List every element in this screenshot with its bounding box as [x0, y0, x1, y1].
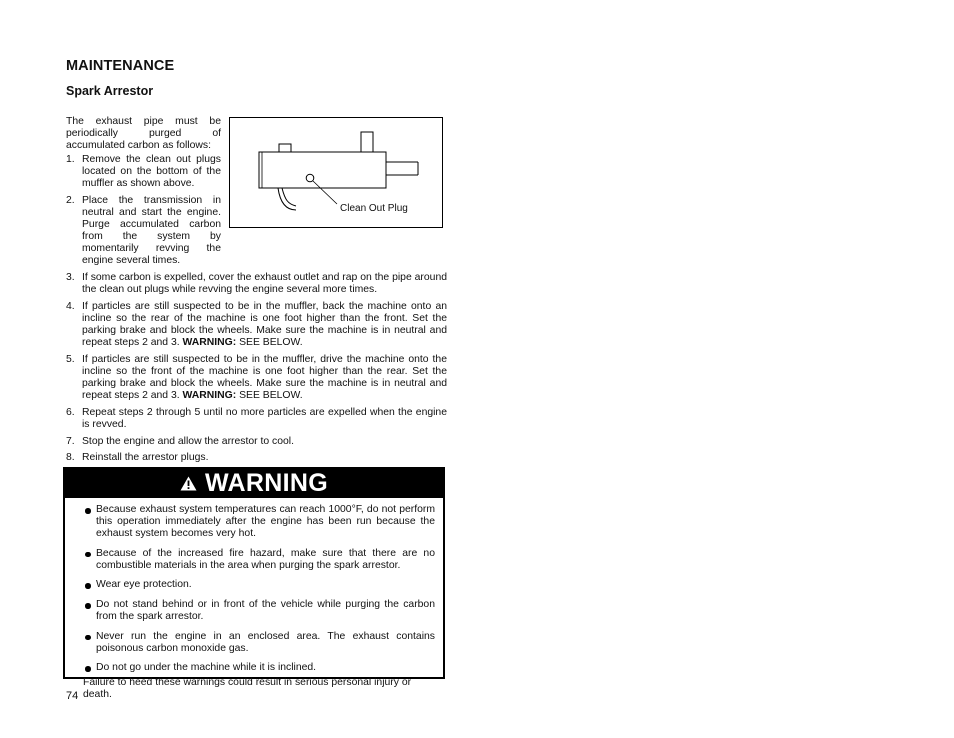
steps-list-narrow: [66, 154, 221, 272]
warning-reference-label: WARNING:: [182, 390, 237, 402]
step-number: 6.: [66, 406, 75, 418]
page-number: 74: [66, 690, 79, 702]
warning-footer: Failure to heed these warnings could result in serious personal injury or death.: [83, 676, 412, 700]
warning-item: [73, 599, 435, 623]
bullet-icon: [85, 508, 91, 514]
step-number: 2.: [66, 194, 75, 206]
warning-item: [73, 579, 435, 591]
bullet-icon: [85, 603, 91, 609]
step-text: If some carbon is expelled, cover the exhaust outlet and rap on the pipe around the clean out plugs while revving the engine several more times.: [82, 272, 447, 296]
warning-reference-text: SEE BELOW.: [236, 390, 303, 402]
warning-text: Do not stand behind or in front of the vehicle while purging the carbon from the spark arrestor.: [96, 599, 435, 623]
step-text: Remove the clean out plugs located on the bottom of the muffler as shown above.: [82, 154, 221, 190]
warning-list: [65, 498, 443, 675]
step-text: Place the transmission in neutral and start the engine. Purge accumulated carbon from the system by momentarily revving the engine several times.: [82, 194, 221, 267]
warning-text: Do not go under the machine while it is inclined.: [96, 662, 317, 674]
step-text: If particles are still suspected to be in the muffler, back the machine onto an incline so the rear of the machine is one foot higher than the front. Set the parking brake and block the wheels. Make sure the machine is in neutral and repeat steps 2 and 3.: [82, 300, 447, 349]
warning-item: [73, 662, 435, 674]
step-item: [66, 154, 221, 190]
warning-text: Because of the increased fire hazard, make sure that there are no combustible materials in the area when purging the spark arrestor.: [96, 547, 435, 571]
warning-triangle-icon: [180, 476, 197, 491]
step-text: Repeat steps 2 through 5 until no more particles are expelled when the engine is revved.: [82, 406, 447, 430]
warning-reference-label: WARNING:: [182, 337, 237, 349]
intro-paragraph: The exhaust pipe must be periodically purged of accumulated carbon as follows:: [66, 116, 221, 152]
steps-list-wide: [66, 272, 447, 469]
warning-item: [73, 504, 435, 540]
warning-text: Never run the engine in an enclosed area. The exhaust contains poisonous carbon monoxide gas.: [96, 630, 435, 654]
warning-header: [65, 469, 443, 498]
bullet-icon: [85, 552, 91, 558]
step-number: 1.: [66, 154, 75, 165]
warning-reference-text: SEE BELOW.: [236, 337, 303, 349]
bullet-icon: [85, 635, 91, 641]
step-item: [66, 195, 221, 268]
bullet-icon: [85, 583, 91, 589]
step-text: Reinstall the arrestor plugs.: [82, 452, 209, 464]
figure-caption: Clean Out Plug: [340, 203, 408, 214]
step-text: Stop the engine and allow the arrestor to cool.: [82, 435, 294, 447]
warning-item: [73, 631, 435, 655]
step-number: 5.: [66, 353, 75, 365]
step-number: 7.: [66, 435, 75, 447]
warning-text: Wear eye protection.: [96, 579, 192, 591]
step-item: [66, 452, 447, 464]
step-text: If particles are still suspected to be in the muffler, drive the machine onto the incline so the front of the machine is one foot higher than the rear. Set the parking brake and block the wheels. Make sure the machine is in neutral and repeat steps 2 and 3.: [82, 353, 447, 402]
muffler-diagram: [230, 118, 442, 227]
muffler-figure: [229, 117, 443, 228]
step-item: [66, 436, 447, 448]
step-item: [66, 272, 447, 296]
step-number: 3.: [66, 272, 75, 283]
step-item: [66, 407, 447, 431]
step-item: [66, 354, 447, 402]
bullet-icon: [85, 666, 91, 672]
section-title: MAINTENANCE: [66, 58, 175, 74]
sub-title: Spark Arrestor: [66, 84, 154, 98]
warning-item: [73, 548, 435, 572]
step-item: [66, 301, 447, 349]
warning-text: Because exhaust system temperatures can reach 1000°F, do not perform this operation immediately after the engine has been run because the exhaust system becomes very hot.: [96, 504, 435, 540]
warning-title: WARNING: [205, 469, 328, 497]
step-number: 4.: [66, 300, 75, 312]
step-number: 8.: [66, 452, 75, 464]
